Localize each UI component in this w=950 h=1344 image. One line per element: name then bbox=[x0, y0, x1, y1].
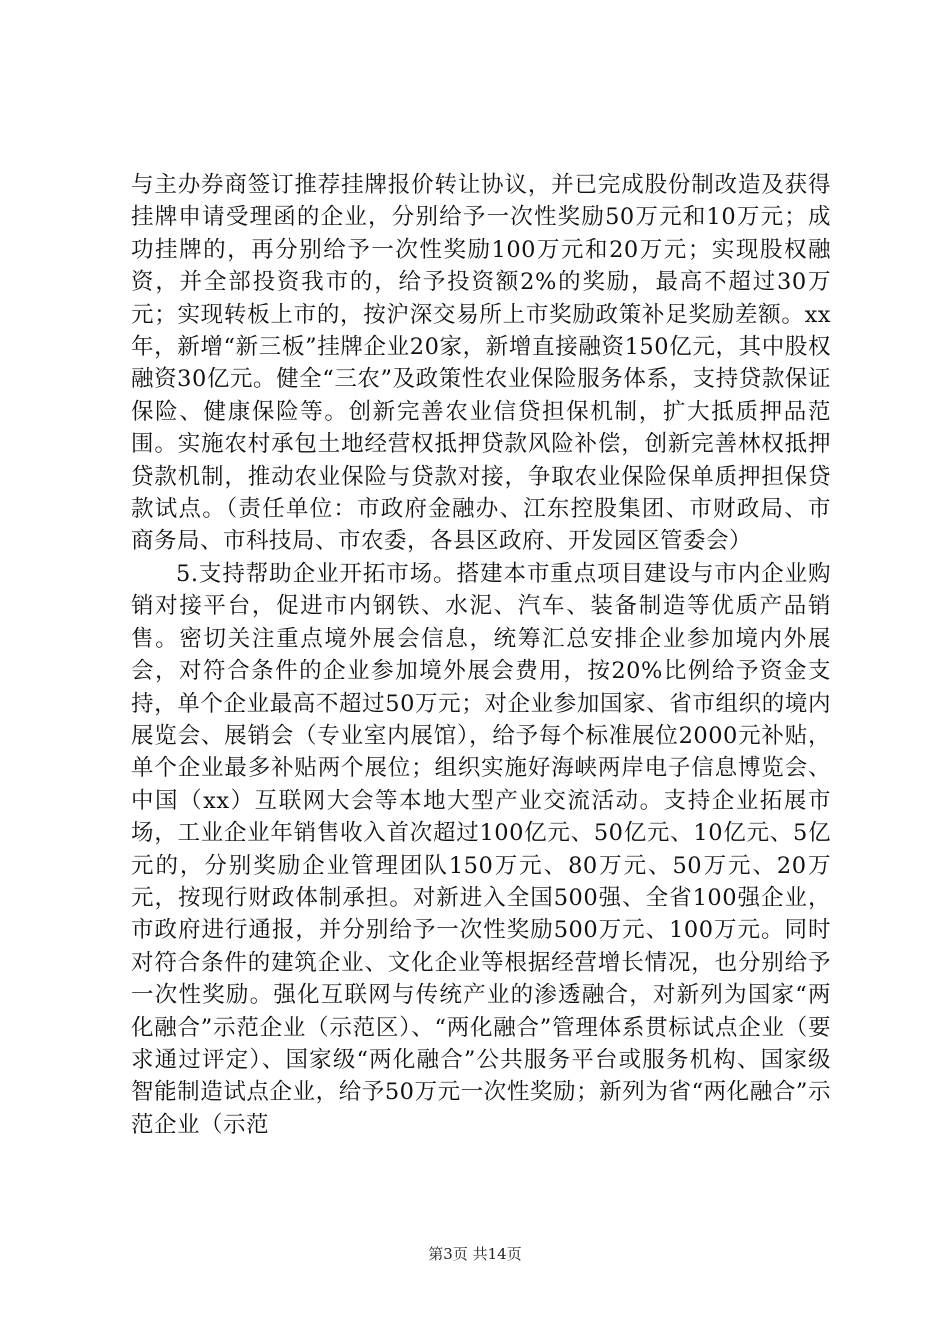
paragraph-financing: 与主办券商签订推荐挂牌报价转让协议，并已完成股份制改造及获得挂牌申请受理函的企业，分别给予一次性奖励50万元和10万元；成功挂牌的，再分别给予一次性奖励100万元和20万元；实现股权融资，并全部投资我市的，给予投资额2%的奖励，最高不超过30万元；实现转板上市的，按沪深交易所上市奖励政策补足奖励差额。xx年，新增“新三板”挂牌企业20家，新增直接融资150亿元，其中股权融资30亿元。健全“三农”及政策性农业保险服务体系，支持贷款保证保险、健康保险等。创新完善农业信贷担保机制，扩大抵质押品范围。实施农村承包土地经营权抵押贷款风险补偿，创新完善林权抵押贷款机制，推动农业保险与贷款对接，争取农业保险保单质押担保贷款试点。（责任单位：市政府金融办、江东控股集团、市财政局、市商务局、市科技局、市农委，各县区政府、开发园区管委会） bbox=[131, 172, 831, 555]
page-number-footer: 第3页 共14页 bbox=[428, 1245, 522, 1263]
document-body bbox=[131, 169, 831, 1141]
paragraph-market-expansion: 5.支持帮助企业开拓市场。搭建本市重点项目建设与市内企业购销对接平台，促进市内钢铁、水泥、汽车、装备制造等优质产品销售。密切关注重点境外展会信息，统筹汇总安排企业参加境内外展会，对符合条件的企业参加境外展会费用，按20%比例给予资金支持，单个企业最高不超过50万元；对企业参加国家、省市组织的境内展览会、展销会（专业室内展馆），给予每个标准展位2000元补贴，单个企业最多补贴两个展位；组织实施好海峡两岸电子信息博览会、中国（xx）互联网大会等本地大型产业交流活动。支持企业拓展市场，工业企业年销售收入首次超过100亿元、50亿元、10亿元、5亿元的，分别奖励企业管理团队150万元、80万元、50万元、20万元，按现行财政体制承担。对新进入全国500强、全省100强企业，市政府进行通报，并分别给予一次性奖励500万元、100万元。同时对符合条件的建筑企业、文化企业等根据经营增长情况，也分别给予一次性奖励。强化互联网与传统产业的渗透融合，对新列为国家“两化融合”示范企业（示范区）、“两化融合”管理体系贯标试点企业（要求通过评定）、国家级“两化融合”公共服务平台或服务机构、国家级智能制造试点企业，给予50万元一次性奖励；新列为省“两化融合”示范企业（示范 bbox=[131, 560, 831, 1138]
